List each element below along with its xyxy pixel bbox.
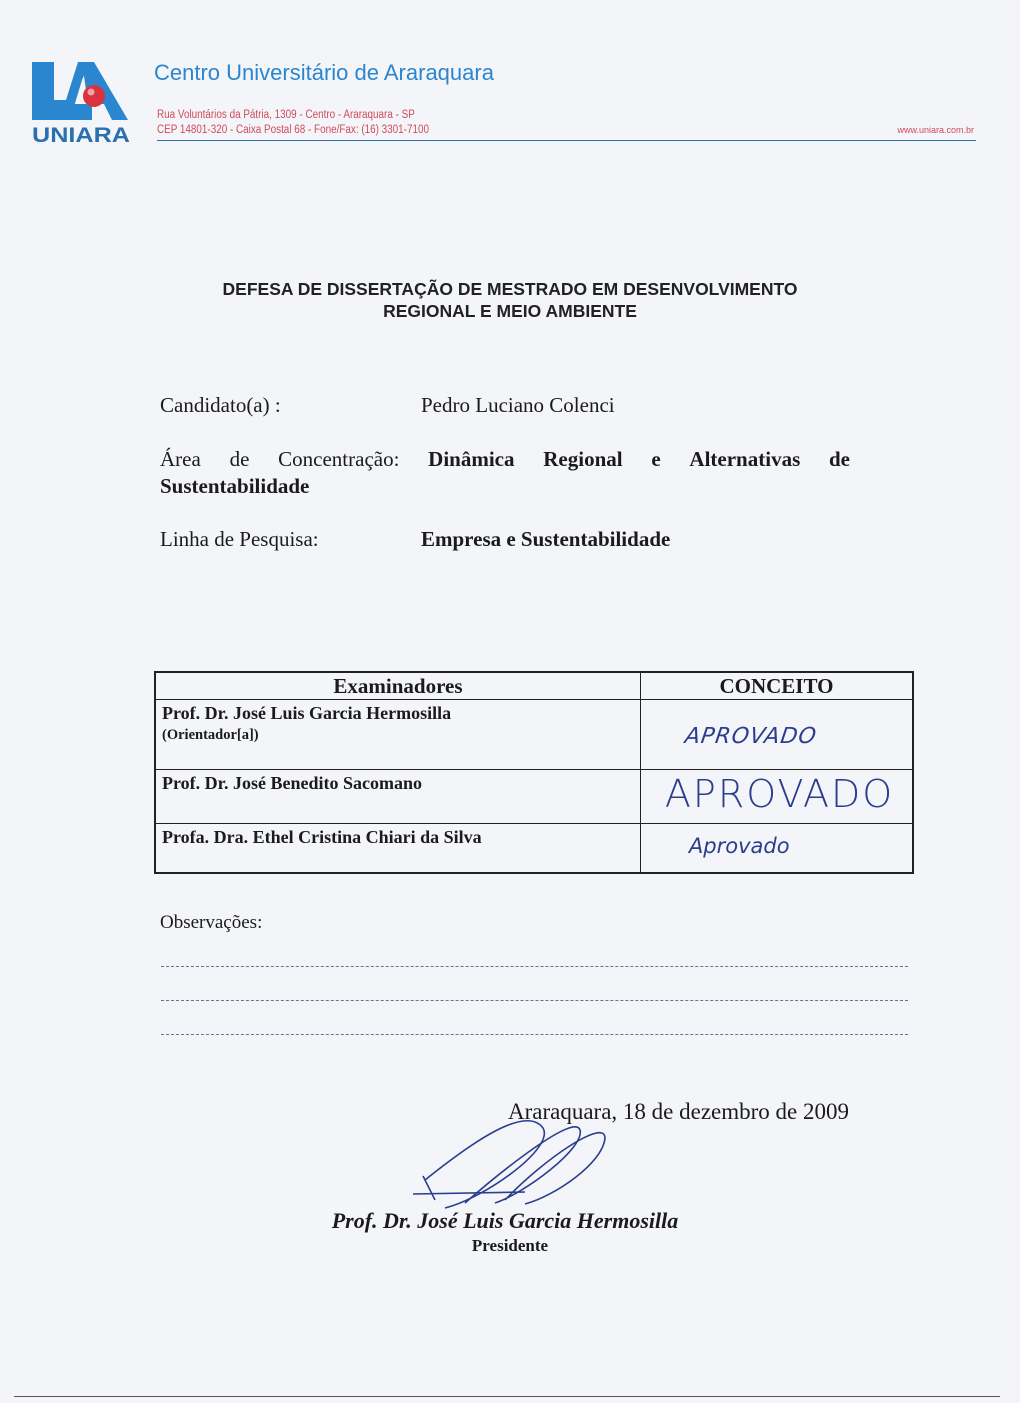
handwritten-concept: Aprovado — [688, 834, 790, 858]
table-row — [155, 824, 913, 874]
examiner-note: (Orientador[a]) — [162, 727, 259, 743]
institution-name: Centro Universitário de Araraquara — [154, 60, 494, 85]
date-place: Araraquara, 18 de dezembro de 2009 — [508, 1099, 850, 1124]
handwritten-signature — [405, 1108, 625, 1218]
area-label-word: Concentração: — [278, 447, 400, 471]
area-value-word: de — [829, 447, 850, 471]
examiner-name: Profa. Dra. Ethel Cristina Chiari da Silva — [162, 827, 482, 847]
concept-cell — [640, 700, 913, 770]
uniara-logo — [30, 60, 132, 148]
header-divider — [157, 140, 976, 141]
page-bottom-edge — [14, 1396, 1000, 1397]
concept-header: CONCEITO — [640, 672, 913, 700]
observation-line — [161, 1000, 908, 1001]
signatory-name: Prof. Dr. José Luis Garcia Hermosilla — [331, 1208, 679, 1233]
candidate-label: Candidato(a) : — [160, 393, 281, 417]
area-value-word: Regional — [543, 447, 623, 471]
area-label-word: de — [229, 447, 250, 471]
examiners-header: Examinadores — [155, 672, 640, 700]
signatory-role: Presidente — [471, 1236, 549, 1255]
examiner-cell — [155, 824, 640, 874]
title-line-2: REGIONAL E MEIO AMBIENTE — [383, 301, 637, 321]
logo-text: UNIARA — [32, 124, 130, 147]
title-line-1: DEFESA DE DISSERTAÇÃO DE MESTRADO EM DESENVOLVIMENTO — [222, 279, 798, 299]
candidate-value: Pedro Luciano Colenci — [421, 393, 615, 417]
observations-label: Observações: — [160, 912, 263, 933]
examiner-cell — [155, 700, 640, 770]
website-link[interactable]: www.uniara.com.br — [897, 125, 974, 135]
examiner-name: Prof. Dr. José Luis Garcia Hermosilla — [162, 703, 452, 723]
handwritten-concept: APROVADO — [683, 724, 819, 749]
table-header-row — [155, 672, 913, 700]
handwritten-concept: APROVADO — [664, 772, 895, 816]
examiner-cell — [155, 770, 640, 824]
area-value-word: e — [651, 447, 661, 471]
area-value-word: Alternativas — [689, 447, 801, 471]
table-row — [155, 770, 913, 824]
observation-line — [161, 1034, 908, 1035]
research-line-label: Linha de Pesquisa: — [160, 527, 319, 551]
examiners-table — [154, 671, 914, 874]
table-row — [155, 700, 913, 770]
observation-line — [161, 966, 908, 967]
concept-cell — [640, 770, 913, 824]
area-of-concentration — [160, 447, 850, 472]
document-title — [0, 278, 1020, 322]
area-value-word: Dinâmica — [428, 447, 515, 471]
address-line-1: Rua Voluntários da Pátria, 1309 - Centro - Araraquara - SP — [157, 109, 415, 121]
concept-cell — [640, 824, 913, 874]
examiner-name: Prof. Dr. José Benedito Sacomano — [162, 773, 422, 793]
address-line-2: CEP 14801-320 - Caixa Postal 68 - Fone/Fax: (16) 3301-7100 — [157, 124, 429, 136]
area-label-word: Área — [160, 447, 201, 471]
research-line-value: Empresa e Sustentabilidade — [421, 527, 671, 551]
area-value-continued: Sustentabilidade — [160, 474, 310, 498]
